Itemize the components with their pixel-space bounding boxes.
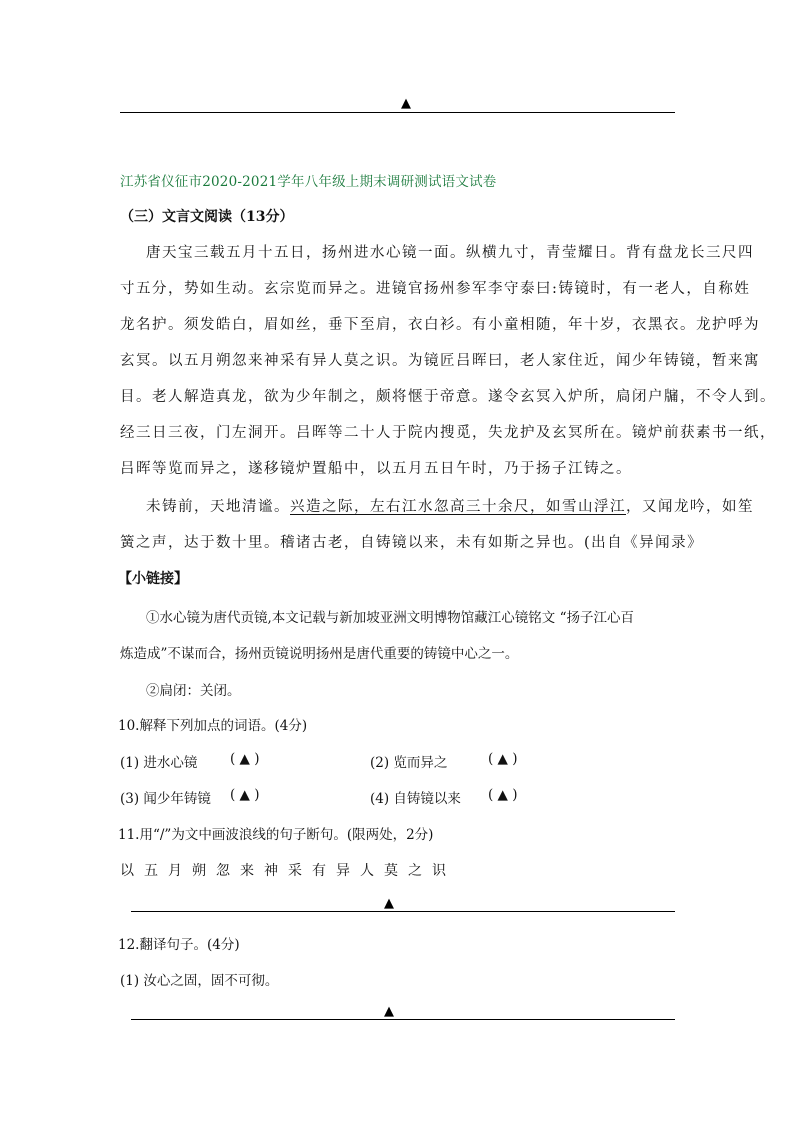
question-10-item: (1) 进水心镜 xyxy=(120,755,198,771)
passage-text: ，又闻龙吟，如笙 xyxy=(626,499,754,515)
section-heading: （三）文言文阅读（13分） xyxy=(120,209,294,225)
passage-text: 未铸前，天地清谧。 xyxy=(146,499,290,515)
link-heading: 【小链接】 xyxy=(118,571,188,587)
note-line: ①水心镜为唐代贡镜,本文记载与新加坡亚洲文明博物馆藏江心镜铭文 “扬子江心百 xyxy=(146,610,634,626)
answer-marker: ▲ xyxy=(384,896,394,911)
question-11-prompt: 11.用“/”为文中画波浪线的句子断句。(限两处，2分) xyxy=(118,827,434,843)
note-line: 炼造成”不谋而合，扬州贡镜说明扬州是唐代重要的铸镜中心之一。 xyxy=(120,646,519,662)
passage-line: 唐天宝三载五月十五日，扬州进水心镜一面。纵横九寸，青莹耀日。背有盘龙长三尺四 xyxy=(146,245,754,261)
question-10-item: (3) 闻少年铸镜 xyxy=(120,791,211,807)
answer-line[interactable] xyxy=(131,911,675,912)
passage-line: 目。老人解造真龙，欲为少年制之，颇将惬于帝意。遂令玄冥入炉所，扃闭户牖，不令人到。 xyxy=(120,389,776,405)
note-line: ②扃闭：关闭。 xyxy=(146,683,241,699)
underlined-sentence: 兴造之际，左右江水忽高三十余尺，如雪山浮江 xyxy=(290,499,626,515)
question-10-prompt: 10.解释下列加点的词语。(4分) xyxy=(118,718,308,734)
answer-blank[interactable]: ( ▲ ) xyxy=(488,787,518,803)
passage-line: 经三日三夜，门左洞开。吕晖等二十人于院内搜觅，失龙护及玄冥所在。镜炉前获素书一纸， xyxy=(120,425,776,441)
question-12-item: (1) 汝心之固，固不可彻。 xyxy=(120,973,279,989)
passage-line: 簧之声，达于数十里。稽诸古老，自铸镜以来，未有如斯之异也。(出自《异闻录》 xyxy=(120,535,704,551)
answer-blank[interactable]: ( ▲ ) xyxy=(230,787,260,803)
answer-blank[interactable]: ( ▲ ) xyxy=(488,751,518,767)
source-title: 江苏省仪征市2020-2021学年八年级上期末调研测试语文试卷 xyxy=(120,174,497,190)
passage-line: 龙名护。须发皓白，眉如丝，垂下至肩，衣白衫。有小童相随，年十岁，衣黑衣。龙护呼为 xyxy=(120,317,760,333)
question-10-item: (2) 览而异之 xyxy=(370,755,448,771)
question-11-sentence: 以五月朔忽来神采有异人莫之识 xyxy=(120,863,456,879)
passage-line: 吕晖等览而异之，遂移镜炉置船中，以五月五日午时，乃于扬子江铸之。 xyxy=(120,461,632,477)
question-10-item: (4) 自铸镜以来 xyxy=(370,791,461,807)
answer-blank[interactable]: ( ▲ ) xyxy=(230,751,260,767)
passage-line xyxy=(146,495,754,516)
question-12-prompt: 12.翻译句子。(4分) xyxy=(118,937,240,953)
passage-line: 玄冥。以五月朔忽来神采有异人莫之识。为镜匠吕晖曰，老人家住近，闻少年铸镜，暂来寓 xyxy=(120,353,760,369)
answer-marker: ▲ xyxy=(384,1004,394,1019)
passage-line: 寸五分，势如生动。玄宗览而异之。进镜官扬州参军李守泰曰:铸镜时，有一老人，自称姓 xyxy=(120,281,751,297)
answer-marker-top: ▲ xyxy=(401,96,411,111)
answer-line[interactable] xyxy=(131,1019,675,1020)
answer-line-top xyxy=(120,112,675,113)
